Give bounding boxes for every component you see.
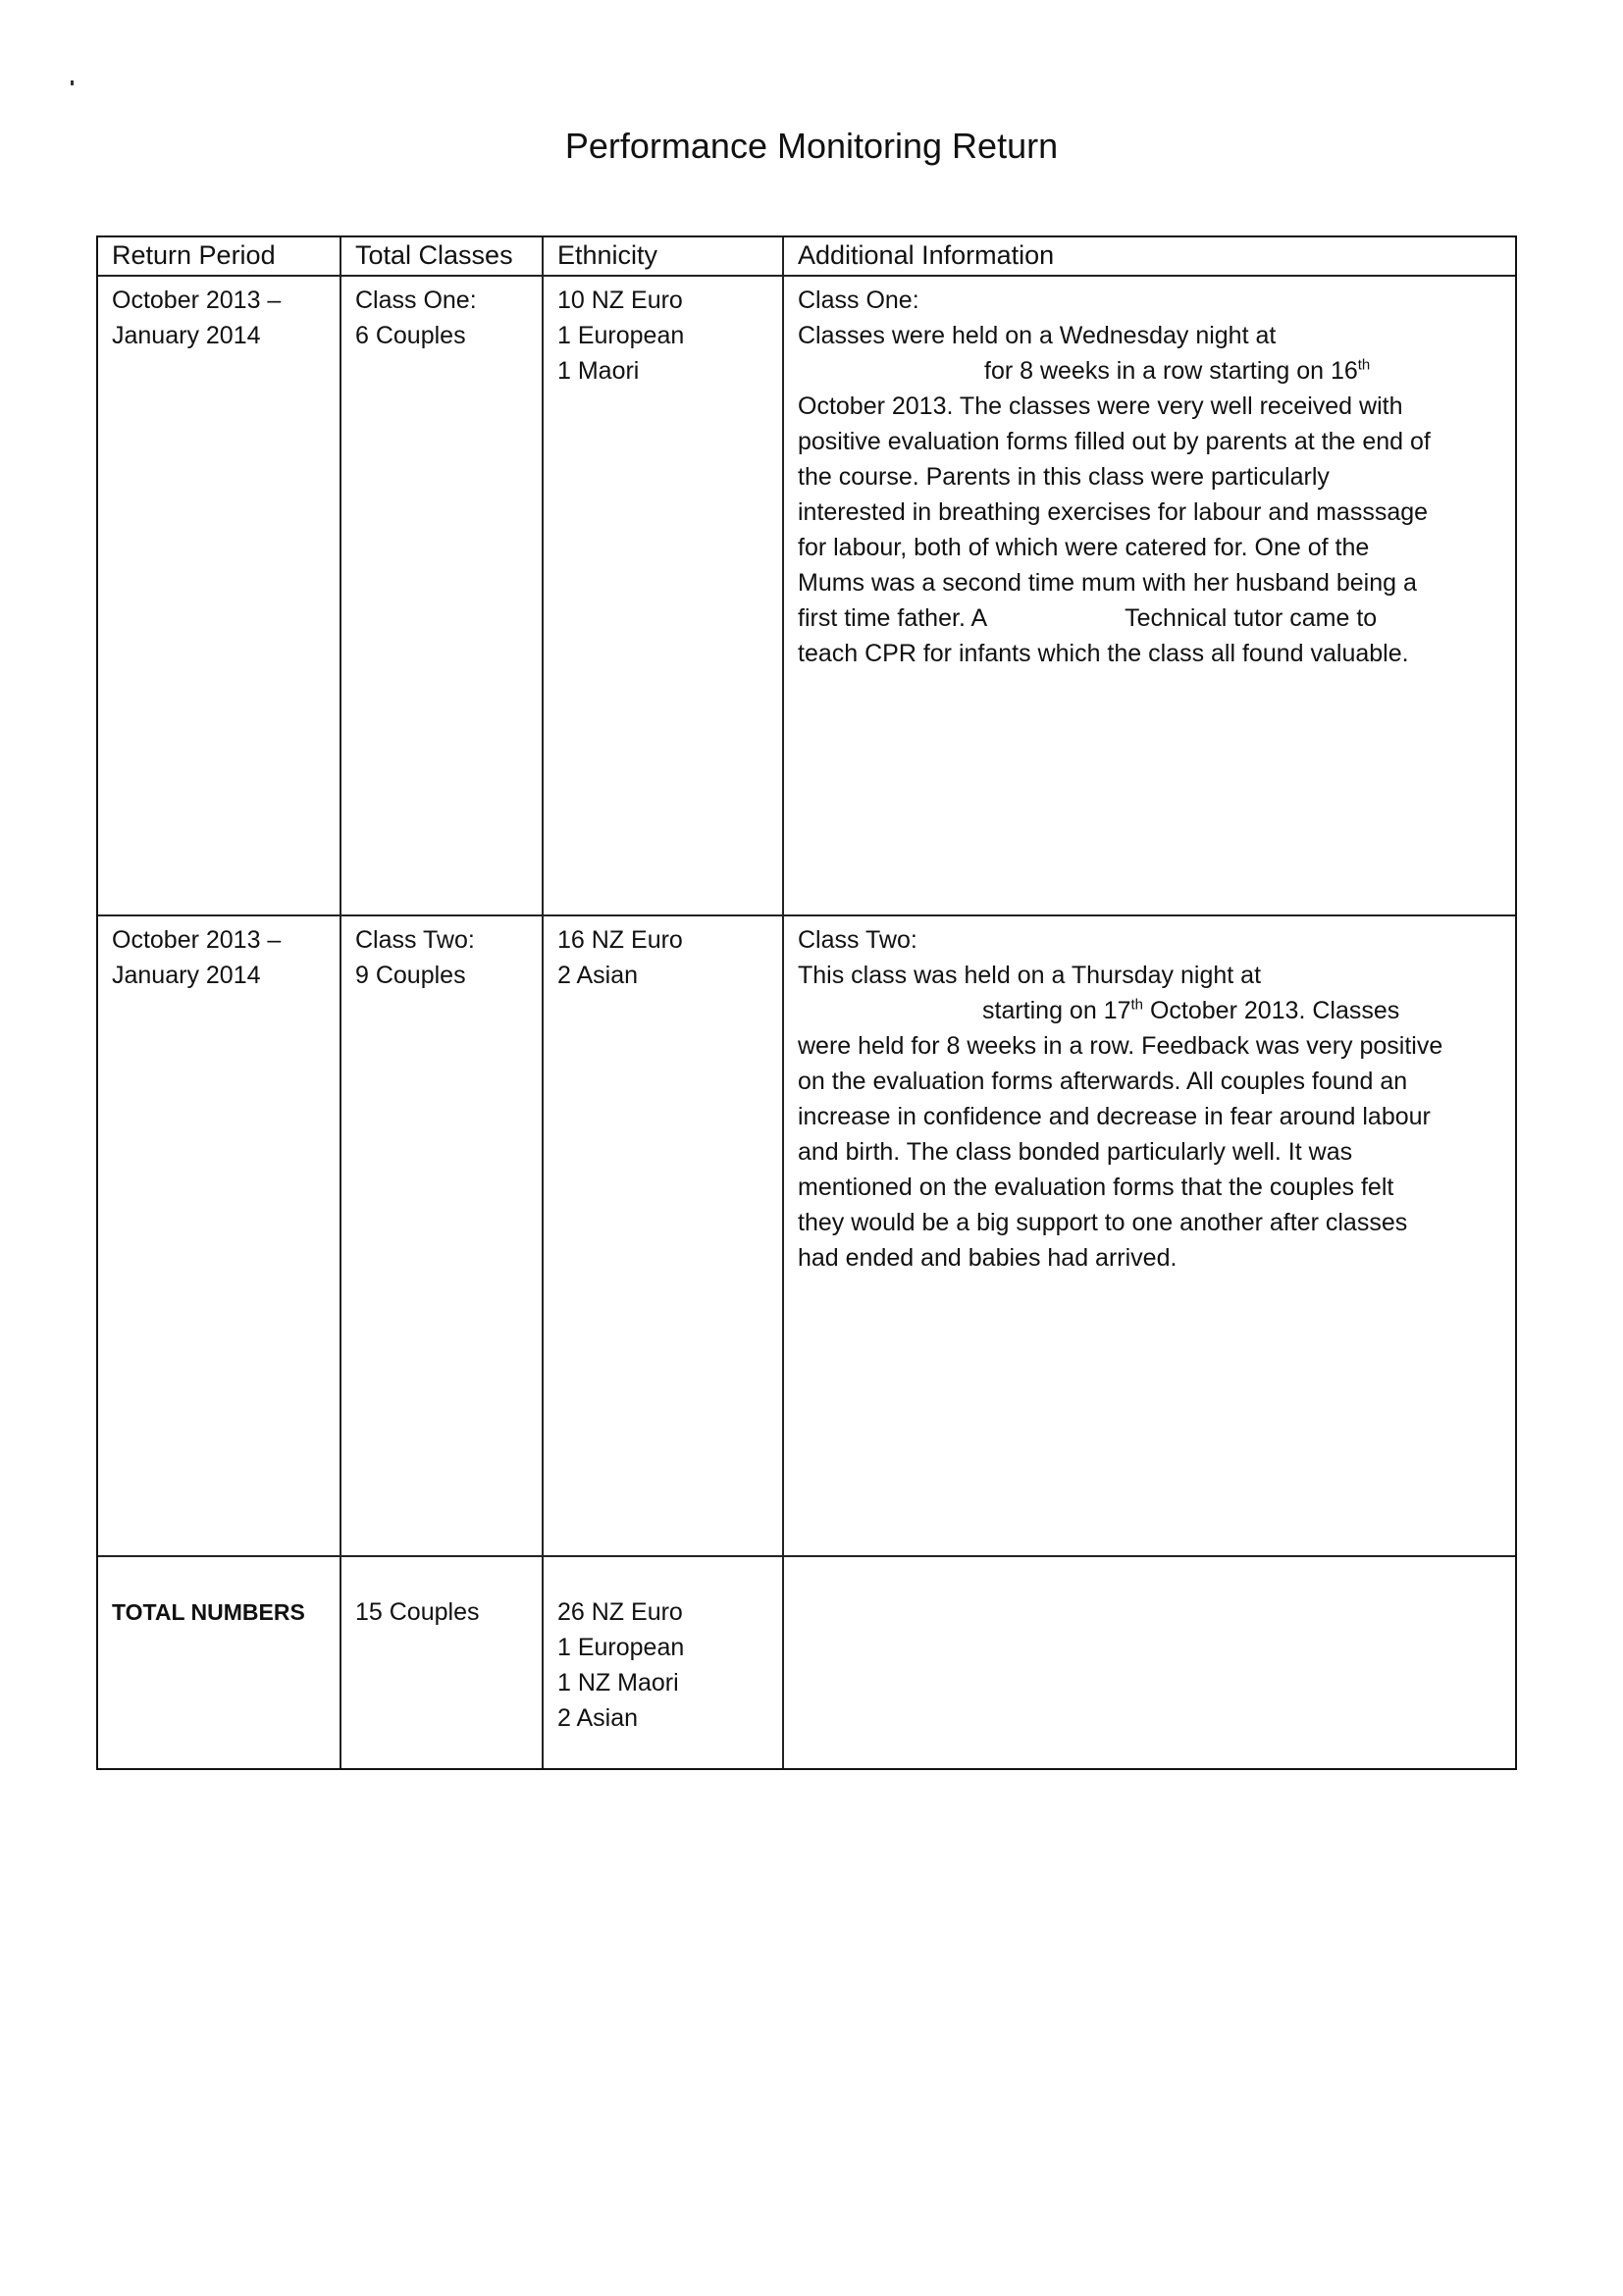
period-line: January 2014 bbox=[112, 322, 261, 349]
info-line: on the evaluation forms afterwards. All couples found an bbox=[798, 1068, 1408, 1095]
header-ethnicity: Ethnicity bbox=[544, 237, 784, 277]
info-text: for 8 weeks in a row starting on 16 bbox=[984, 357, 1358, 385]
totals-classes: 15 Couples bbox=[355, 1598, 480, 1626]
classes-line: Class Two: bbox=[355, 926, 475, 954]
ethnicity-line: 1 European bbox=[557, 322, 685, 349]
superscript: th bbox=[1130, 996, 1144, 1014]
info-line: Mums was a second time mum with her husband being a bbox=[798, 569, 1417, 597]
info-text: first time father. A bbox=[798, 604, 988, 632]
scan-speck bbox=[71, 80, 74, 85]
info-line: had ended and babies had arrived. bbox=[798, 1244, 1178, 1272]
row1-classes bbox=[341, 277, 544, 916]
info-line: increase in confidence and decrease in fear around labour bbox=[798, 1103, 1431, 1130]
row2-period bbox=[98, 916, 341, 1557]
period-line: October 2013 – bbox=[112, 926, 282, 954]
info-text: Technical tutor came to bbox=[1125, 604, 1378, 632]
info-heading: Class One: bbox=[798, 287, 919, 314]
info-line: teach CPR for infants which the class all found valuable. bbox=[798, 640, 1409, 667]
totals-info-cell bbox=[784, 1557, 1515, 1768]
info-line: Classes were held on a Wednesday night at bbox=[798, 322, 1277, 349]
period-line: October 2013 – bbox=[112, 287, 282, 314]
info-line: mentioned on the evaluation forms that the couples felt bbox=[798, 1174, 1394, 1201]
info-line: positive evaluation forms filled out by parents at the end of bbox=[798, 428, 1431, 455]
row1-ethnicity bbox=[544, 277, 784, 916]
page-title: Performance Monitoring Return bbox=[564, 126, 1059, 166]
ethnicity-line: 2 Asian bbox=[557, 1704, 639, 1732]
info-text: October 2013. Classes bbox=[1143, 997, 1400, 1024]
header-total-classes: Total Classes bbox=[341, 237, 544, 277]
info-line: interested in breathing exercises for labour and masssage bbox=[798, 498, 1429, 526]
ethnicity-line: 26 NZ Euro bbox=[557, 1598, 683, 1626]
info-line bbox=[798, 353, 1501, 389]
info-line: for labour, both of which were catered for. One of the bbox=[798, 534, 1370, 561]
totals-classes-cell bbox=[341, 1557, 544, 1768]
row2-classes bbox=[341, 916, 544, 1557]
classes-line: Class One: bbox=[355, 287, 477, 314]
totals-label: TOTAL NUMBERS bbox=[112, 1599, 305, 1625]
info-line bbox=[798, 993, 1501, 1028]
row2-ethnicity bbox=[544, 916, 784, 1557]
classes-line: 9 Couples bbox=[355, 962, 466, 989]
info-line: October 2013. The classes were very well received with bbox=[798, 392, 1403, 420]
header-additional-information: Additional Information bbox=[784, 237, 1515, 277]
ethnicity-line: 2 Asian bbox=[557, 962, 639, 989]
totals-label-cell bbox=[98, 1557, 341, 1768]
info-line: This class was held on a Thursday night at bbox=[798, 962, 1262, 989]
ethnicity-line: 1 European bbox=[557, 1634, 685, 1661]
totals-ethnicity-cell bbox=[544, 1557, 784, 1768]
info-line: were held for 8 weeks in a row. Feedback was very positive bbox=[798, 1032, 1443, 1060]
info-line: the course. Parents in this class were particularly bbox=[798, 463, 1330, 491]
ethnicity-line: 10 NZ Euro bbox=[557, 287, 683, 314]
info-line bbox=[798, 600, 1501, 636]
ethnicity-line: 1 Maori bbox=[557, 357, 640, 385]
info-line: they would be a big support to one another after classes bbox=[798, 1209, 1408, 1236]
header-return-period: Return Period bbox=[98, 237, 341, 277]
info-text: starting on 17 bbox=[982, 997, 1131, 1024]
ethnicity-line: 16 NZ Euro bbox=[557, 926, 683, 954]
row2-info bbox=[784, 916, 1515, 1557]
period-line: January 2014 bbox=[112, 962, 261, 989]
ethnicity-line: 1 NZ Maori bbox=[557, 1669, 679, 1696]
info-line: and birth. The class bonded particularly well. It was bbox=[798, 1138, 1353, 1166]
info-heading: Class Two: bbox=[798, 926, 917, 954]
superscript: th bbox=[1357, 356, 1371, 374]
row1-period bbox=[98, 277, 341, 916]
classes-line: 6 Couples bbox=[355, 322, 466, 349]
performance-table bbox=[96, 235, 1517, 1770]
row1-info bbox=[784, 277, 1515, 916]
